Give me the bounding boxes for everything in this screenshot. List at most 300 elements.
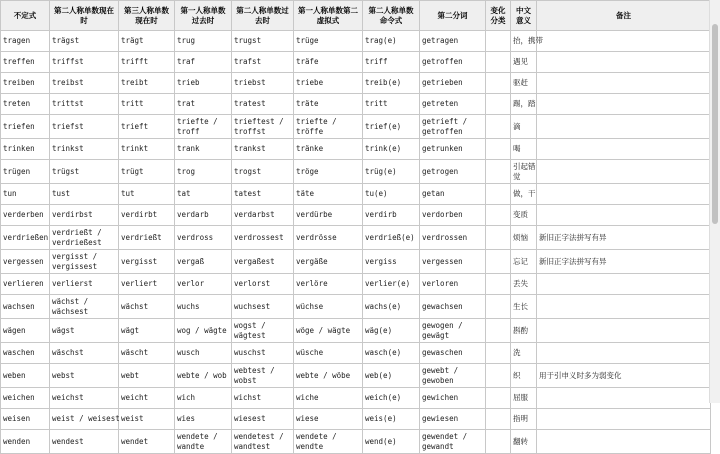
col-konjunktiv-2-header: 第一人称单数第二虚拟式 <box>294 1 363 31</box>
col-du-present-cell <box>50 115 119 139</box>
col-du-past-cell <box>232 94 294 115</box>
col-imperative-cell <box>363 430 420 454</box>
col-infinitive-cell: vergessen <box>1 250 50 274</box>
col-er-present-cell <box>119 94 175 115</box>
col-konjunktiv-2-cell <box>294 430 363 454</box>
cell-line: wog / wägte <box>177 325 227 335</box>
col-notes-cell <box>537 319 711 343</box>
cell-line: tränke <box>296 144 324 153</box>
cell-line: tatest <box>234 189 262 198</box>
col-chinese-meaning-cell <box>511 319 537 343</box>
col-notes-cell <box>537 343 711 364</box>
cell-line: trifft <box>121 57 149 66</box>
cell-line: verdrießt / <box>52 227 102 237</box>
cell-line: gewandt <box>422 441 454 451</box>
cell-line: treib(e) <box>365 78 402 87</box>
col-category-cell <box>486 52 511 73</box>
col-infinitive-cell: waschen <box>1 343 50 364</box>
cell-line: triefst <box>52 121 84 131</box>
cell-line: vergiss <box>365 256 397 266</box>
col-du-present-cell <box>50 160 119 184</box>
table-row <box>1 274 711 295</box>
col-participle-2-cell <box>420 250 486 274</box>
col-imperative-cell <box>363 409 420 430</box>
col-notes-header: 备注 <box>537 1 711 31</box>
col-chinese-meaning-cell <box>511 115 537 139</box>
cell-line: wuchsest <box>234 301 271 311</box>
col-infinitive-cell: treffen <box>1 52 50 73</box>
cell-line: trank <box>177 144 200 153</box>
col-ich-past-cell <box>175 31 232 52</box>
col-du-present-cell <box>50 94 119 115</box>
table-row <box>1 226 711 250</box>
cell-line: wuschst <box>234 348 266 357</box>
col-category-cell <box>486 94 511 115</box>
cell-line: verlier(e) <box>365 279 411 288</box>
col-imperative-cell <box>363 226 420 250</box>
col-du-past-cell <box>232 184 294 205</box>
col-ich-past-cell <box>175 73 232 94</box>
cell-line: webst <box>52 370 75 380</box>
col-er-present-cell <box>119 184 175 205</box>
col-category-cell <box>486 115 511 139</box>
cell-line: trügst <box>52 166 80 176</box>
cell-line: wägtest <box>234 330 266 340</box>
cell-line: weist <box>121 414 144 423</box>
cell-line: 忘记 <box>513 256 528 266</box>
col-du-present-cell <box>50 73 119 94</box>
col-ich-past-cell <box>175 115 232 139</box>
cell-line: triefte / <box>177 116 218 126</box>
cell-line: wäscht <box>121 348 149 357</box>
cell-line: getragen <box>422 36 459 45</box>
cell-line: getreten <box>422 99 459 108</box>
cell-line: vergessen <box>422 256 463 266</box>
col-chinese-meaning-cell <box>511 226 537 250</box>
cell-line: trieftest / <box>234 116 284 126</box>
col-imperative-cell <box>363 115 420 139</box>
col-infinitive-cell: tun <box>1 184 50 205</box>
cell-line: wichst <box>234 393 262 402</box>
cell-line: wüsche <box>296 348 324 357</box>
col-ich-past-cell <box>175 205 232 226</box>
col-du-present-cell <box>50 52 119 73</box>
col-konjunktiv-2-cell <box>294 343 363 364</box>
col-konjunktiv-2-cell <box>294 184 363 205</box>
col-category-cell <box>486 139 511 160</box>
col-participle-2-cell <box>420 388 486 409</box>
table-row <box>1 430 711 454</box>
cell-line: tut <box>121 189 135 198</box>
cell-line: trankst <box>234 144 266 153</box>
cell-line: trafst <box>234 57 262 66</box>
cell-line: gewogen / <box>422 320 463 330</box>
cell-line: tat <box>177 189 191 198</box>
table-row <box>1 205 711 226</box>
col-participle-2-cell <box>420 226 486 250</box>
col-infinitive-cell: wenden <box>1 430 50 454</box>
cell-line: wies <box>177 414 196 423</box>
cell-line: weicht <box>121 393 149 402</box>
col-ich-past-cell <box>175 94 232 115</box>
col-category-cell <box>486 226 511 250</box>
cell-line: wogst / <box>234 320 266 330</box>
col-category-cell <box>486 274 511 295</box>
cell-line: webte / wöbe <box>296 370 351 380</box>
col-er-present-cell <box>119 319 175 343</box>
col-du-past-cell <box>232 115 294 139</box>
col-category-cell <box>486 73 511 94</box>
cell-line: verdrösse <box>296 232 337 242</box>
col-infinitive-cell: triefen <box>1 115 50 139</box>
cell-line: 觉 <box>513 171 521 181</box>
cell-line: gewaschen <box>422 348 463 357</box>
table-row <box>1 52 711 73</box>
col-ich-past-cell <box>175 52 232 73</box>
cell-line: troffst <box>234 126 266 136</box>
col-er-present-cell <box>119 160 175 184</box>
vertical-scrollbar[interactable] <box>709 0 720 403</box>
table-row <box>1 139 711 160</box>
cell-line: triebe <box>296 78 324 87</box>
cell-line: tust <box>52 189 71 198</box>
col-ich-past-cell <box>175 226 232 250</box>
col-du-present-cell <box>50 319 119 343</box>
col-infinitive-header: 不定式 <box>1 1 50 31</box>
col-notes-cell <box>537 295 711 319</box>
col-chinese-meaning-cell <box>511 73 537 94</box>
cell-line: webt <box>121 370 140 380</box>
cell-line: wiese <box>296 414 319 423</box>
cell-line: verloren <box>422 279 459 288</box>
cell-line: wiesest <box>234 414 266 423</box>
cell-line: verdrieß(e) <box>365 232 415 242</box>
col-category-cell <box>486 430 511 454</box>
col-konjunktiv-2-cell <box>294 160 363 184</box>
col-er-present-cell <box>119 388 175 409</box>
cell-line: 屈服 <box>513 393 528 402</box>
col-konjunktiv-2-cell <box>294 250 363 274</box>
col-notes-cell <box>537 409 711 430</box>
cell-line: verdirbst <box>52 210 93 219</box>
col-konjunktiv-2-cell <box>294 139 363 160</box>
cell-line: täte <box>296 189 315 198</box>
col-imperative-cell <box>363 139 420 160</box>
col-infinitive-cell: trinken <box>1 139 50 160</box>
col-notes-cell <box>537 388 711 409</box>
col-notes-cell <box>537 52 711 73</box>
col-ich-past-header: 第一人称单数过去时 <box>175 1 232 31</box>
col-er-present-cell <box>119 52 175 73</box>
cell-line: tröffe <box>296 126 324 136</box>
col-participle-2-cell <box>420 115 486 139</box>
cell-line: trittst <box>52 99 84 108</box>
cell-line: verdarbst <box>234 210 275 219</box>
cell-line: trieb <box>177 78 200 87</box>
cell-line: verlierst <box>52 279 93 288</box>
col-infinitive-cell: wägen <box>1 319 50 343</box>
col-infinitive-cell: trügen <box>1 160 50 184</box>
col-infinitive-cell: weichen <box>1 388 50 409</box>
cell-line: weis(e) <box>365 414 397 423</box>
cell-line: verlorst <box>234 279 271 288</box>
cell-line: gewebt / <box>422 365 459 375</box>
col-imperative-header: 第二人称单数命令式 <box>363 1 420 31</box>
col-infinitive-cell: treiben <box>1 73 50 94</box>
col-participle-2-cell <box>420 319 486 343</box>
col-infinitive-cell: weisen <box>1 409 50 430</box>
cell-line: 遇见 <box>513 57 528 66</box>
col-konjunktiv-2-cell <box>294 364 363 388</box>
col-er-present-cell <box>119 115 175 139</box>
col-du-present-cell <box>50 388 119 409</box>
cell-line: treibt <box>121 78 149 87</box>
col-imperative-cell <box>363 364 420 388</box>
col-notes-cell <box>537 31 711 52</box>
cell-line: trief(e) <box>365 121 402 131</box>
cell-line: verdrießt <box>121 232 162 242</box>
col-du-past-cell <box>232 409 294 430</box>
cell-line: wandtest <box>234 441 271 451</box>
cell-line: 斟酌 <box>513 325 528 335</box>
cell-line: verdrossen <box>422 232 468 242</box>
col-konjunktiv-2-cell <box>294 73 363 94</box>
col-notes-cell: 用于引申义时多为弱变化 <box>537 364 711 388</box>
col-ich-past-cell <box>175 343 232 364</box>
col-notes-cell <box>537 94 711 115</box>
cell-line: verlöre <box>296 279 328 288</box>
cell-line: trag(e) <box>365 36 397 45</box>
cell-line: trug <box>177 36 196 45</box>
col-notes-cell <box>537 184 711 205</box>
col-er-present-cell <box>119 139 175 160</box>
col-participle-2-cell <box>420 274 486 295</box>
cell-line: gewachsen <box>422 301 463 311</box>
col-du-present-cell <box>50 295 119 319</box>
cell-line: verdrießest <box>52 237 102 247</box>
col-participle-2-cell <box>420 295 486 319</box>
col-category-cell <box>486 160 511 184</box>
cell-line: wachs(e) <box>365 301 402 311</box>
col-chinese-meaning-cell <box>511 139 537 160</box>
col-notes-cell: 新旧正字法拼写有异 <box>537 250 711 274</box>
cell-line: gewichen <box>422 393 459 402</box>
cell-line: wobst <box>234 375 257 385</box>
cell-line: 变质 <box>513 210 528 219</box>
col-category-cell <box>486 250 511 274</box>
col-participle-2-cell <box>420 52 486 73</box>
col-du-present-cell <box>50 274 119 295</box>
col-imperative-cell <box>363 388 420 409</box>
cell-line: gewägt <box>422 330 450 340</box>
col-du-past-cell <box>232 274 294 295</box>
cell-line: verliert <box>121 279 158 288</box>
col-du-present-cell <box>50 184 119 205</box>
col-category-cell <box>486 343 511 364</box>
cell-line: verdross <box>177 232 214 242</box>
cell-line: 翻转 <box>513 436 528 446</box>
cell-line: verdrossest <box>234 232 284 242</box>
col-ich-past-cell <box>175 430 232 454</box>
table-row <box>1 184 711 205</box>
table-row <box>1 73 711 94</box>
col-imperative-cell <box>363 160 420 184</box>
cell-line: traf <box>177 57 196 66</box>
col-chinese-meaning-header: 中文意义 <box>511 1 537 31</box>
col-er-present-header: 第三人称单数现在时 <box>119 1 175 31</box>
col-chinese-meaning-cell <box>511 94 537 115</box>
cell-line: wiche <box>296 393 319 402</box>
col-konjunktiv-2-cell <box>294 94 363 115</box>
col-participle-2-header: 第二分词 <box>420 1 486 31</box>
col-category-cell <box>486 319 511 343</box>
col-du-past-cell <box>232 430 294 454</box>
col-er-present-cell <box>119 226 175 250</box>
cell-line: tratest <box>234 99 266 108</box>
cell-line: vergisst / <box>52 251 98 261</box>
col-category-cell <box>486 295 511 319</box>
col-du-past-cell <box>232 388 294 409</box>
cell-line: troff <box>177 126 200 136</box>
cell-line: wäschst <box>52 348 84 357</box>
col-du-past-cell <box>232 160 294 184</box>
col-konjunktiv-2-cell <box>294 226 363 250</box>
table-row <box>1 295 711 319</box>
cell-line: trog <box>177 166 196 176</box>
col-konjunktiv-2-cell <box>294 52 363 73</box>
col-chinese-meaning-cell <box>511 52 537 73</box>
cell-line: 滴 <box>513 121 521 131</box>
cell-line: webte / wob <box>177 370 227 380</box>
col-er-present-cell <box>119 295 175 319</box>
col-ich-past-cell <box>175 274 232 295</box>
col-konjunktiv-2-cell <box>294 274 363 295</box>
col-category-cell <box>486 31 511 52</box>
col-du-past-cell <box>232 343 294 364</box>
col-du-past-cell <box>232 73 294 94</box>
col-du-past-cell <box>232 226 294 250</box>
cell-line: 踢，踏 <box>513 99 536 108</box>
col-notes-cell <box>537 139 711 160</box>
table-row <box>1 343 711 364</box>
col-du-past-cell <box>232 52 294 73</box>
col-du-past-header: 第二人称单数过去时 <box>232 1 294 31</box>
cell-line: vergissest <box>52 261 98 271</box>
col-konjunktiv-2-cell <box>294 319 363 343</box>
col-chinese-meaning-cell <box>511 409 537 430</box>
col-du-present-cell <box>50 430 119 454</box>
col-ich-past-cell <box>175 319 232 343</box>
col-participle-2-cell <box>420 430 486 454</box>
col-participle-2-cell <box>420 94 486 115</box>
col-imperative-cell <box>363 94 420 115</box>
cell-line: wasch(e) <box>365 348 402 357</box>
cell-line: triebst <box>234 78 266 87</box>
cell-line: wäg(e) <box>365 325 393 335</box>
col-du-present-cell <box>50 139 119 160</box>
cell-line: 驱赶 <box>513 78 528 87</box>
scrollbar-thumb[interactable] <box>712 24 718 224</box>
cell-line: tritt <box>121 99 144 108</box>
col-category-cell <box>486 184 511 205</box>
col-du-past-cell <box>232 31 294 52</box>
col-participle-2-cell <box>420 160 486 184</box>
col-du-present-cell <box>50 364 119 388</box>
cell-line: wich <box>177 393 196 402</box>
cell-line: getrieben <box>422 78 463 87</box>
cell-line: wendete / <box>177 431 218 441</box>
col-notes-cell <box>537 160 711 184</box>
col-imperative-cell <box>363 295 420 319</box>
cell-line: trat <box>177 99 196 108</box>
cell-line: tritt <box>365 99 388 108</box>
col-infinitive-cell: verlieren <box>1 274 50 295</box>
col-er-present-cell <box>119 31 175 52</box>
col-du-past-cell <box>232 319 294 343</box>
col-infinitive-cell: verderben <box>1 205 50 226</box>
col-imperative-cell <box>363 184 420 205</box>
cell-line: trieft <box>121 121 149 131</box>
cell-line: wüchse <box>296 301 324 311</box>
cell-line: gewiesen <box>422 414 459 423</box>
cell-line: getan <box>422 189 445 198</box>
col-du-past-cell <box>232 295 294 319</box>
col-du-past-cell <box>232 139 294 160</box>
cell-line: vergäße <box>296 256 328 266</box>
cell-line: wöge / wägte <box>296 325 351 335</box>
cell-line: trügt <box>121 166 144 176</box>
cell-line: vergaß <box>177 256 205 266</box>
cell-line: weich(e) <box>365 393 402 402</box>
cell-line: trogst <box>234 166 262 176</box>
cell-line: wandte <box>177 441 205 451</box>
cell-line: triffst <box>52 57 84 66</box>
col-category-cell <box>486 205 511 226</box>
cell-line: 指明 <box>513 414 528 423</box>
cell-line: triff <box>365 57 388 66</box>
cell-line: vergaßest <box>234 256 275 266</box>
col-chinese-meaning-cell <box>511 160 537 184</box>
cell-line: trägt <box>121 36 144 45</box>
cell-line: wächst / <box>52 296 89 306</box>
cell-line: wend(e) <box>365 436 397 446</box>
col-imperative-cell <box>363 274 420 295</box>
col-ich-past-cell <box>175 388 232 409</box>
col-du-present-cell <box>50 205 119 226</box>
cell-line: getrunken <box>422 144 463 153</box>
cell-line: wuchs <box>177 301 200 311</box>
table-row <box>1 115 711 139</box>
cell-line: wendet <box>121 436 149 446</box>
col-er-present-cell <box>119 430 175 454</box>
col-konjunktiv-2-cell <box>294 31 363 52</box>
col-notes-cell: 新旧正字法拼写有异 <box>537 226 711 250</box>
col-category-header: 变化分类 <box>486 1 511 31</box>
col-category-cell <box>486 409 511 430</box>
table-row <box>1 160 711 184</box>
col-category-cell <box>486 388 511 409</box>
cell-line: träte <box>296 99 319 108</box>
col-imperative-cell <box>363 319 420 343</box>
cell-line: 织 <box>513 370 521 380</box>
cell-line: gewoben <box>422 375 454 385</box>
cell-line: getrieft / <box>422 116 468 126</box>
col-er-present-cell <box>119 250 175 274</box>
col-chinese-meaning-cell <box>511 184 537 205</box>
col-ich-past-cell <box>175 184 232 205</box>
col-ich-past-cell <box>175 160 232 184</box>
cell-line: tu(e) <box>365 189 388 198</box>
